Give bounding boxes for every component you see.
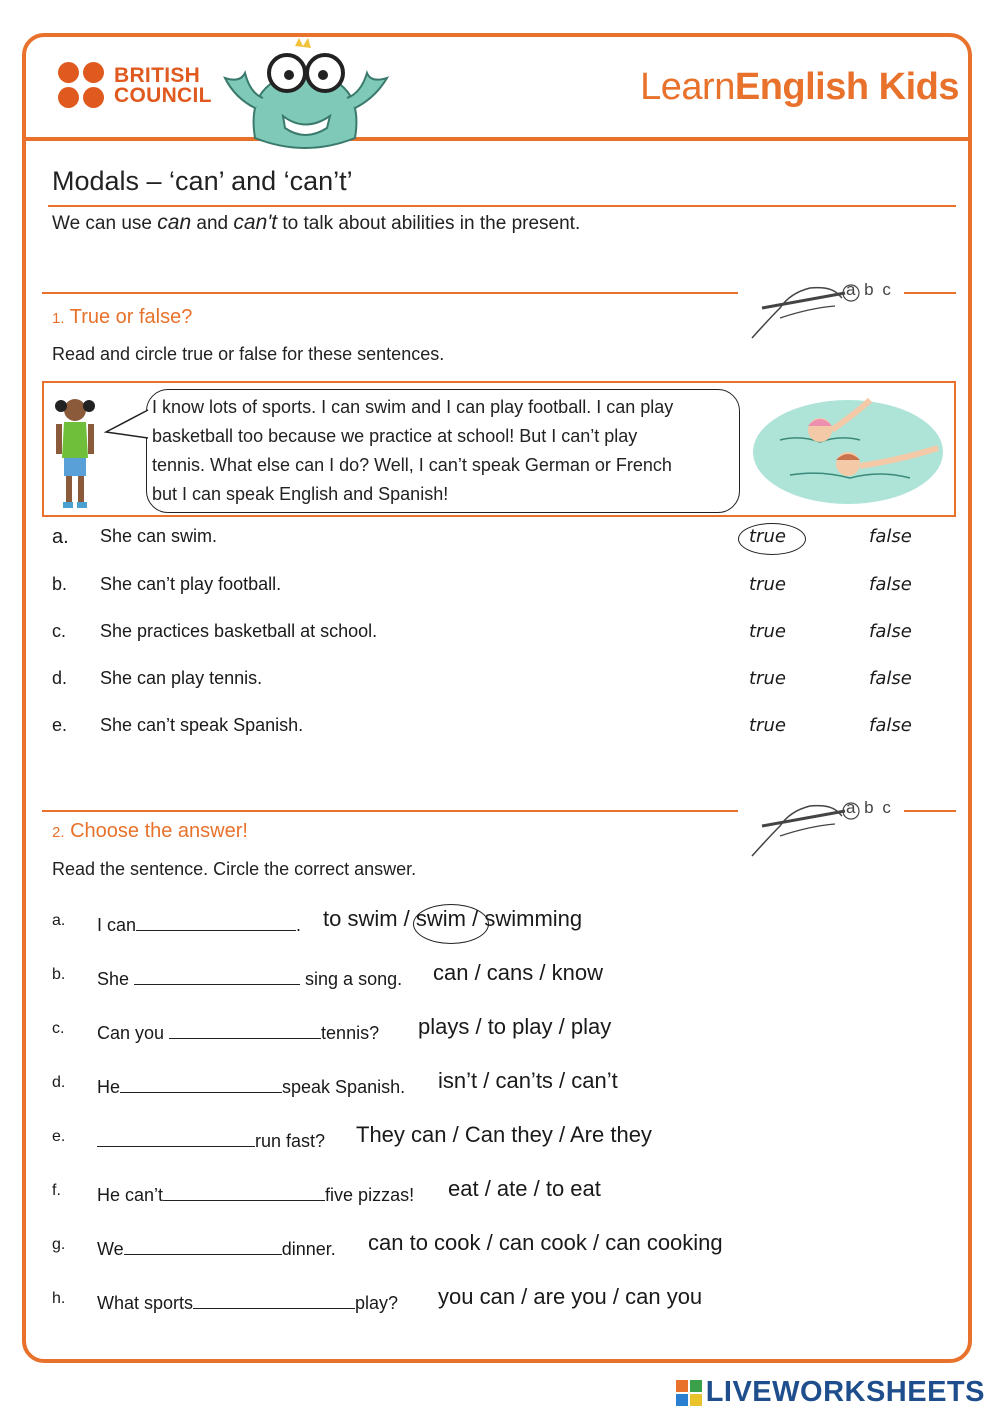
british-council-dots-icon <box>58 62 106 110</box>
pen-abc-label: a b c <box>846 280 893 299</box>
ca-options[interactable]: eat / ate / to eat <box>448 1176 601 1201</box>
british-council-line1: BRITISH <box>114 64 201 87</box>
ca-letter: f. <box>52 1182 61 1199</box>
tf-sentence: She can swim. <box>100 526 218 546</box>
ca-before: What sports <box>97 1293 194 1313</box>
circled-answer-true <box>738 523 806 555</box>
ca-letter: a. <box>52 912 66 929</box>
section1-title <box>52 306 192 329</box>
tf-false-option[interactable]: false <box>869 668 912 689</box>
ca-letter: g. <box>52 1236 66 1253</box>
ca-item-e <box>52 1122 952 1156</box>
ca-after: sing a song. <box>300 969 403 989</box>
tf-sentence: She can’t speak Spanish. <box>100 715 304 735</box>
logo-learn: Learn <box>640 66 735 108</box>
ca-before: He can’t <box>97 1185 164 1205</box>
monster-mascot-icon <box>215 38 395 158</box>
answer-blank[interactable] <box>169 1022 321 1039</box>
section2-title <box>52 820 248 843</box>
ca-options[interactable]: They can / Can they / Are they <box>356 1122 652 1147</box>
ca-options[interactable]: plays / to play / play <box>418 1014 612 1039</box>
tf-letter: e. <box>52 715 68 735</box>
british-council-line2: COUNCIL <box>114 84 212 107</box>
answer-blank[interactable] <box>136 914 296 931</box>
ca-item-b <box>52 960 952 994</box>
pen-abc-label: a b c <box>846 798 893 817</box>
girl-illustration-icon <box>50 392 100 514</box>
logo-kids: Kids <box>878 66 959 108</box>
ca-before: She <box>97 969 135 989</box>
story-text <box>152 393 742 509</box>
logo-english: English <box>734 66 869 108</box>
ca-item-a <box>52 906 952 940</box>
ca-item-f <box>52 1176 952 1210</box>
answer-blank[interactable] <box>163 1184 325 1201</box>
ca-after: run fast? <box>255 1131 326 1151</box>
tf-true-option[interactable]: true <box>749 526 786 547</box>
tf-item-e <box>52 715 932 745</box>
swimmers-illustration-icon <box>750 390 946 510</box>
ca-options[interactable]: you can / are you / can you <box>438 1284 703 1309</box>
ca-before: Can you <box>97 1023 170 1043</box>
tf-false-option[interactable]: false <box>869 621 912 642</box>
tf-item-c <box>52 621 932 651</box>
ca-before: I can <box>97 915 137 935</box>
tf-false-option[interactable]: false <box>869 526 912 547</box>
tf-letter: d. <box>52 668 68 688</box>
page-title: Modals – ‘can’ and ‘can’t’ <box>52 166 353 196</box>
section2-divider-left <box>42 810 738 812</box>
ca-options[interactable]: can to cook / can cook / can cooking <box>368 1230 723 1255</box>
section1-divider-right <box>904 292 956 294</box>
tf-false-option[interactable]: false <box>869 574 912 595</box>
section1-number: 1. <box>52 310 65 327</box>
tf-item-d <box>52 668 932 698</box>
liveworksheets-text: LIVEWORKSHEETS <box>705 1376 985 1408</box>
intro-word-cant: can't <box>233 211 278 234</box>
ca-stem <box>97 1292 398 1314</box>
section2-pen-group <box>750 786 900 871</box>
tf-true-option[interactable]: true <box>749 715 786 736</box>
ca-stem <box>97 1238 336 1260</box>
ca-stem <box>97 1076 405 1098</box>
british-council-logo <box>58 62 212 110</box>
intro-mid: and <box>191 213 234 234</box>
ca-item-d <box>52 1068 952 1102</box>
section1-title-text: True or false? <box>69 306 193 328</box>
intro-text <box>52 211 580 235</box>
answer-blank[interactable] <box>193 1292 355 1309</box>
section2-instruction: Read the sentence. Circle the correct answer. <box>52 859 417 879</box>
ca-letter: h. <box>52 1290 66 1307</box>
tf-true-option[interactable]: true <box>749 621 786 642</box>
section2-title-text: Choose the answer! <box>70 820 248 842</box>
ca-letter: c. <box>52 1020 65 1037</box>
section2-number: 2. <box>52 824 65 841</box>
section2-divider-right <box>904 810 956 812</box>
ca-stem <box>97 1022 379 1044</box>
ca-before: We <box>97 1239 124 1259</box>
ca-item-h <box>52 1284 952 1318</box>
liveworksheets-logo <box>676 1376 985 1409</box>
section1-pen-group <box>750 268 900 353</box>
ca-stem <box>97 914 301 936</box>
ca-options[interactable]: can / cans / know <box>433 960 603 985</box>
ca-letter: b. <box>52 966 66 983</box>
section1-instruction: Read and circle true or false for these sentences. <box>52 344 445 364</box>
intro-prefix: We can use <box>52 213 158 234</box>
learnenglish-kids-logo <box>640 66 959 109</box>
ca-after: dinner. <box>281 1239 336 1259</box>
liveworksheets-blocks-icon <box>676 1380 702 1406</box>
ca-options[interactable]: isn’t / can’ts / can’t <box>438 1068 618 1093</box>
section1-divider-left <box>42 292 738 294</box>
tf-false-option[interactable]: false <box>869 715 912 736</box>
tf-letter: c. <box>52 621 67 641</box>
tf-sentence: She practices basketball at school. <box>100 621 378 641</box>
ca-item-g <box>52 1230 952 1264</box>
tf-true-option[interactable]: true <box>749 574 786 595</box>
ca-letter: d. <box>52 1074 66 1091</box>
ca-after: five pizzas! <box>325 1185 415 1205</box>
answer-blank[interactable] <box>124 1238 282 1255</box>
ca-item-c <box>52 1014 952 1048</box>
tf-item-b <box>52 574 932 604</box>
circled-answer-swim <box>413 904 489 944</box>
answer-blank[interactable] <box>97 1130 255 1147</box>
answer-blank[interactable] <box>120 1076 282 1093</box>
tf-letter: a. <box>52 526 69 548</box>
tf-true-option[interactable]: true <box>749 668 786 689</box>
ca-after: speak Spanish. <box>282 1077 406 1097</box>
tf-letter: b. <box>52 574 68 594</box>
ca-after: tennis? <box>321 1023 380 1043</box>
ca-options[interactable]: to swim / swim / swimming <box>323 906 583 931</box>
ca-after: play? <box>355 1293 399 1313</box>
header-divider <box>26 137 970 141</box>
ca-after: . <box>296 915 302 935</box>
story-line: tennis. What else can I do? Well, I can’t speak German or French <box>152 455 672 475</box>
answer-blank[interactable] <box>134 968 300 985</box>
ca-before: He <box>97 1077 121 1097</box>
tf-sentence: She can’t play football. <box>100 574 282 594</box>
title-underline <box>48 205 956 207</box>
story-line: but I can speak English and Spanish! <box>152 484 449 504</box>
tf-sentence: She can play tennis. <box>100 668 263 688</box>
story-line: basketball too because we practice at school! But I can’t play <box>152 426 638 446</box>
ca-stem <box>97 1130 325 1152</box>
story-line: I know lots of sports. I can swim and I can play football. I can play <box>152 397 674 417</box>
ca-letter: e. <box>52 1128 66 1145</box>
intro-suffix: to talk about abilities in the present. <box>277 213 581 234</box>
ca-stem <box>97 1184 414 1206</box>
speech-bubble-tail-icon <box>104 408 150 442</box>
intro-word-can: can <box>157 211 192 234</box>
ca-stem <box>97 968 402 990</box>
